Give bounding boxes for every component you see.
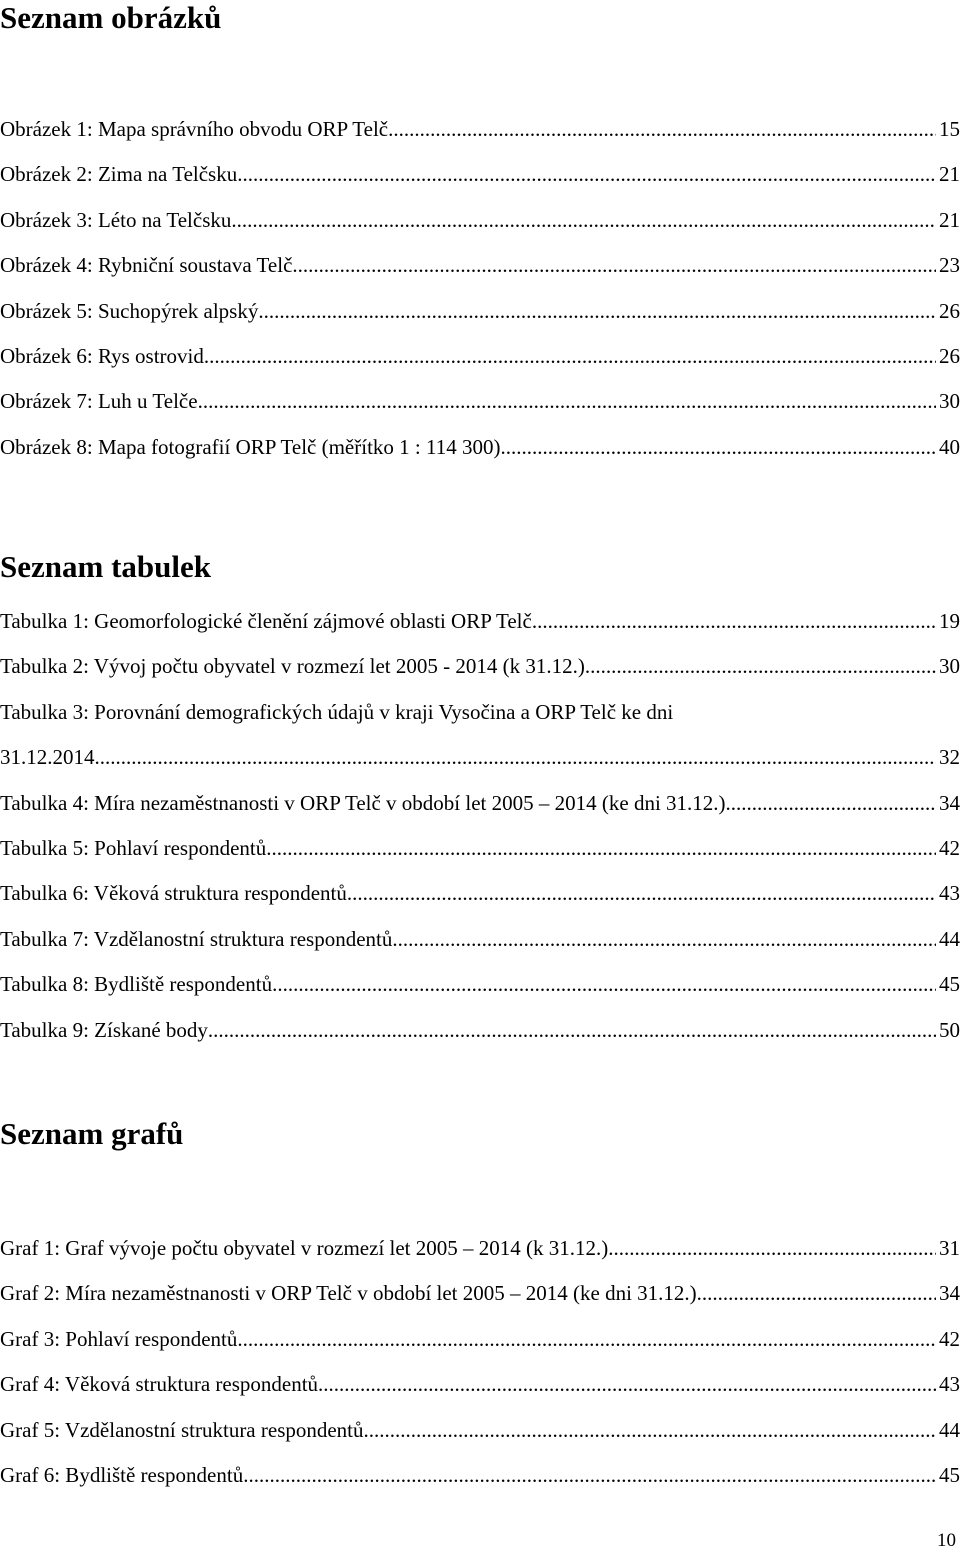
dot-leader (237, 1327, 936, 1351)
entry-label: Graf 1: Graf vývoje počtu obyvatel v rozmezí let 2005 – 2014 (k 31.12.) (0, 1236, 609, 1260)
list-item[interactable] (0, 881, 960, 926)
entry-label: Obrázek 2: Zima na Telčsku (0, 162, 238, 187)
list-item[interactable] (0, 1281, 960, 1326)
dot-leader (266, 836, 936, 860)
list-item[interactable] (0, 435, 960, 480)
entry-label: Graf 4: Věková struktura respondentů (0, 1372, 319, 1397)
list-item[interactable] (0, 208, 960, 253)
entry-label-line1: Tabulka 3: Porovnání demografických údajů v kraji Vysočina a ORP Telč ke dni (0, 699, 674, 724)
dot-leader (726, 791, 936, 815)
entry-page: 26 (939, 298, 960, 323)
dot-leader (585, 654, 936, 678)
dot-leader (198, 389, 936, 413)
entry-page: 31 (939, 1236, 960, 1260)
list-item[interactable] (0, 162, 960, 207)
list-item[interactable] (0, 1418, 960, 1463)
entry-page: 44 (939, 1417, 960, 1442)
dot-leader (237, 162, 936, 186)
entry-page: 30 (939, 654, 960, 679)
dot-leader (258, 299, 936, 323)
entry-label: Obrázek 6: Rys ostrovid (0, 343, 204, 368)
entry-label: Graf 3: Pohlaví respondentů (0, 1326, 238, 1351)
entry-label: 31.12.2014 (0, 745, 95, 770)
dot-leader (292, 253, 936, 277)
entry-page: 42 (939, 835, 960, 860)
entry-label: Tabulka 1: Geomorfologické členění zájmové oblasti ORP Telč (0, 609, 532, 633)
dot-leader (95, 745, 937, 769)
entry-page: 21 (939, 207, 960, 232)
entry-page: 19 (939, 609, 960, 633)
list-item[interactable] (0, 836, 960, 881)
entry-label: Tabulka 5: Pohlaví respondentů (0, 835, 267, 860)
list-item[interactable] (0, 654, 960, 699)
dot-leader (204, 344, 936, 368)
list-item[interactable] (0, 389, 960, 434)
list-item[interactable] (0, 344, 960, 389)
entry-label: Graf 5: Vzdělanostní struktura respondentů (0, 1417, 364, 1442)
graphs-list (0, 1236, 960, 1508)
entry-label: Obrázek 1: Mapa správního obvodu ORP Telč (0, 117, 389, 141)
entry-page: 42 (939, 1326, 960, 1351)
entry-label: Tabulka 2: Vývoj počtu obyvatel v rozmezí let 2005 - 2014 (k 31.12.) (0, 654, 585, 679)
entry-label: Tabulka 8: Bydliště respondentů (0, 972, 273, 997)
entry-page: 23 (939, 253, 960, 278)
dot-leader (347, 881, 936, 905)
list-item[interactable] (0, 609, 960, 654)
dot-leader (243, 1463, 936, 1487)
entry-page: 34 (939, 1281, 960, 1306)
graphs-heading: Seznam grafů (0, 1116, 184, 1151)
entry-page: 15 (939, 117, 960, 141)
entry-label: Tabulka 6: Věková struktura respondentů (0, 881, 347, 906)
entry-label: Tabulka 4: Míra nezaměstnanosti v ORP Telč v období let 2005 – 2014 (ke dni 31.12.) (0, 790, 726, 815)
entry-label: Tabulka 9: Získané body (0, 1017, 208, 1042)
entry-label: Tabulka 7: Vzdělanostní struktura respondentů (0, 926, 393, 951)
list-item-wrapped-line[interactable] (0, 700, 960, 745)
list-item[interactable] (0, 1463, 960, 1508)
entry-label: Obrázek 7: Luh u Telče (0, 389, 198, 414)
dot-leader (364, 1418, 936, 1442)
entry-label: Obrázek 4: Rybniční soustava Telč (0, 253, 293, 278)
list-item[interactable] (0, 1372, 960, 1417)
list-item[interactable] (0, 791, 960, 836)
entry-page: 45 (939, 972, 960, 997)
page-number: 10 (937, 1530, 956, 1551)
dot-leader (318, 1372, 936, 1396)
entry-page: 40 (939, 434, 960, 459)
entry-page: 44 (939, 926, 960, 951)
dot-leader (272, 972, 936, 996)
entry-page: 43 (939, 1372, 960, 1397)
entry-label: Graf 2: Míra nezaměstnanosti v ORP Telč v období let 2005 – 2014 (ke dni 31.12.) (0, 1281, 697, 1306)
dot-leader (392, 927, 936, 951)
entry-page: 43 (939, 881, 960, 906)
entry-page: 30 (939, 389, 960, 414)
entry-page: 34 (939, 790, 960, 815)
tables-heading: Seznam tabulek (0, 549, 211, 584)
list-item[interactable] (0, 927, 960, 972)
entry-label: Obrázek 5: Suchopýrek alpský (0, 298, 259, 323)
list-item[interactable] (0, 253, 960, 298)
dot-leader (388, 117, 936, 141)
list-item[interactable] (0, 117, 960, 162)
dot-leader (500, 435, 936, 459)
list-item[interactable] (0, 745, 960, 790)
list-item[interactable] (0, 1018, 960, 1063)
dot-leader (608, 1236, 936, 1260)
entry-label: Obrázek 3: Léto na Telčsku (0, 207, 232, 232)
entry-page: 50 (939, 1017, 960, 1042)
entry-page: 32 (939, 745, 960, 770)
entry-label: Obrázek 8: Mapa fotografií ORP Telč (měřítko 1 : 114 300) (0, 434, 501, 459)
tables-list (0, 609, 960, 1063)
entry-label: Graf 6: Bydliště respondentů (0, 1462, 244, 1487)
dot-leader (231, 208, 936, 232)
list-item[interactable] (0, 1236, 960, 1281)
list-item[interactable] (0, 1327, 960, 1372)
entry-page: 21 (939, 162, 960, 187)
dot-leader (697, 1281, 936, 1305)
entry-page: 45 (939, 1462, 960, 1487)
dot-leader (532, 609, 936, 633)
list-item[interactable] (0, 972, 960, 1017)
images-list (0, 117, 960, 480)
dot-leader (208, 1018, 936, 1042)
list-item[interactable] (0, 299, 960, 344)
images-heading: Seznam obrázků (0, 0, 222, 35)
entry-page: 26 (939, 343, 960, 368)
